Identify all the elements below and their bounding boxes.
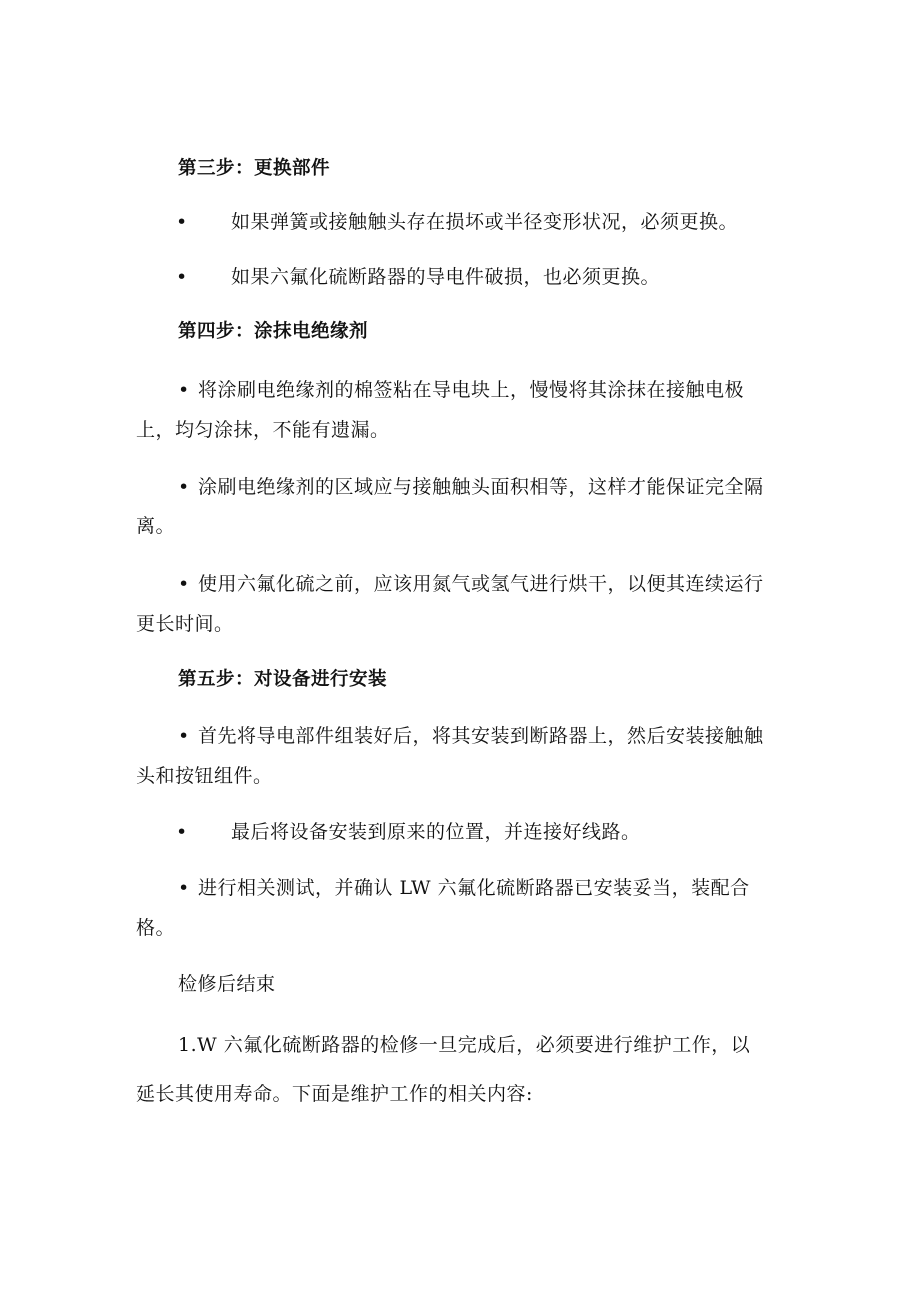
paragraph-line: 延长其使用寿命。下面是维护工作的相关内容: — [136, 1083, 533, 1105]
list-item-continuation: 离。 — [136, 515, 176, 537]
bullet-icon: • — [178, 877, 190, 899]
list-item-continuation: 更长时间。 — [136, 613, 234, 635]
list-item-text: 首先将导电部件组装好后，将其安装到断路器上，然后安装接触触 — [198, 725, 764, 747]
list-item-text: 进行相关测试，并确认 LW 六氟化硫断路器已安装妥当，装配合 — [198, 877, 750, 899]
list-item-text: 涂刷电绝缘剂的区域应与接触触头面积相等，这样才能保证完全隔 — [198, 476, 764, 498]
list-item-text: 如果弹簧或接触触头存在损坏或半径变形状况，必须更换。 — [231, 211, 739, 233]
list-item-text: 使用六氟化硫之前，应该用氮气或氢气进行烘干，以便其连续运行 — [198, 573, 764, 595]
bullet-icon: • — [178, 725, 190, 747]
list-item-continuation: 上，均匀涂抹，不能有遗漏。 — [136, 419, 390, 441]
bullet-icon: • — [176, 211, 188, 233]
list-item-text: 最后将设备安装到原来的位置，并连接好线路。 — [231, 821, 641, 843]
bullet-icon: • — [178, 476, 190, 498]
list-item-continuation: 头和按钮组件。 — [136, 765, 273, 787]
bullet-icon: • — [176, 266, 188, 288]
list-item-text: 将涂刷电绝缘剂的棉签粘在导电块上，慢慢将其涂抹在接触电极 — [198, 379, 745, 401]
step3-heading: 第三步：更换部件 — [178, 158, 331, 179]
bullet-icon: • — [178, 573, 190, 595]
paragraph-line: 1.W 六氟化硫断路器的检修一旦完成后，必须要进行维护工作，以 — [178, 1034, 751, 1056]
bullet-icon: • — [176, 821, 188, 843]
list-item-text: 如果六氟化硫断路器的导电件破损，也必须更换。 — [231, 266, 661, 288]
step4-heading: 第四步：涂抹电绝缘剂 — [178, 321, 369, 342]
section-title: 检修后结束 — [178, 973, 276, 995]
list-item-continuation: 格。 — [136, 917, 176, 939]
step5-heading: 第五步：对设备进行安装 — [178, 669, 388, 690]
bullet-icon: • — [178, 379, 190, 401]
